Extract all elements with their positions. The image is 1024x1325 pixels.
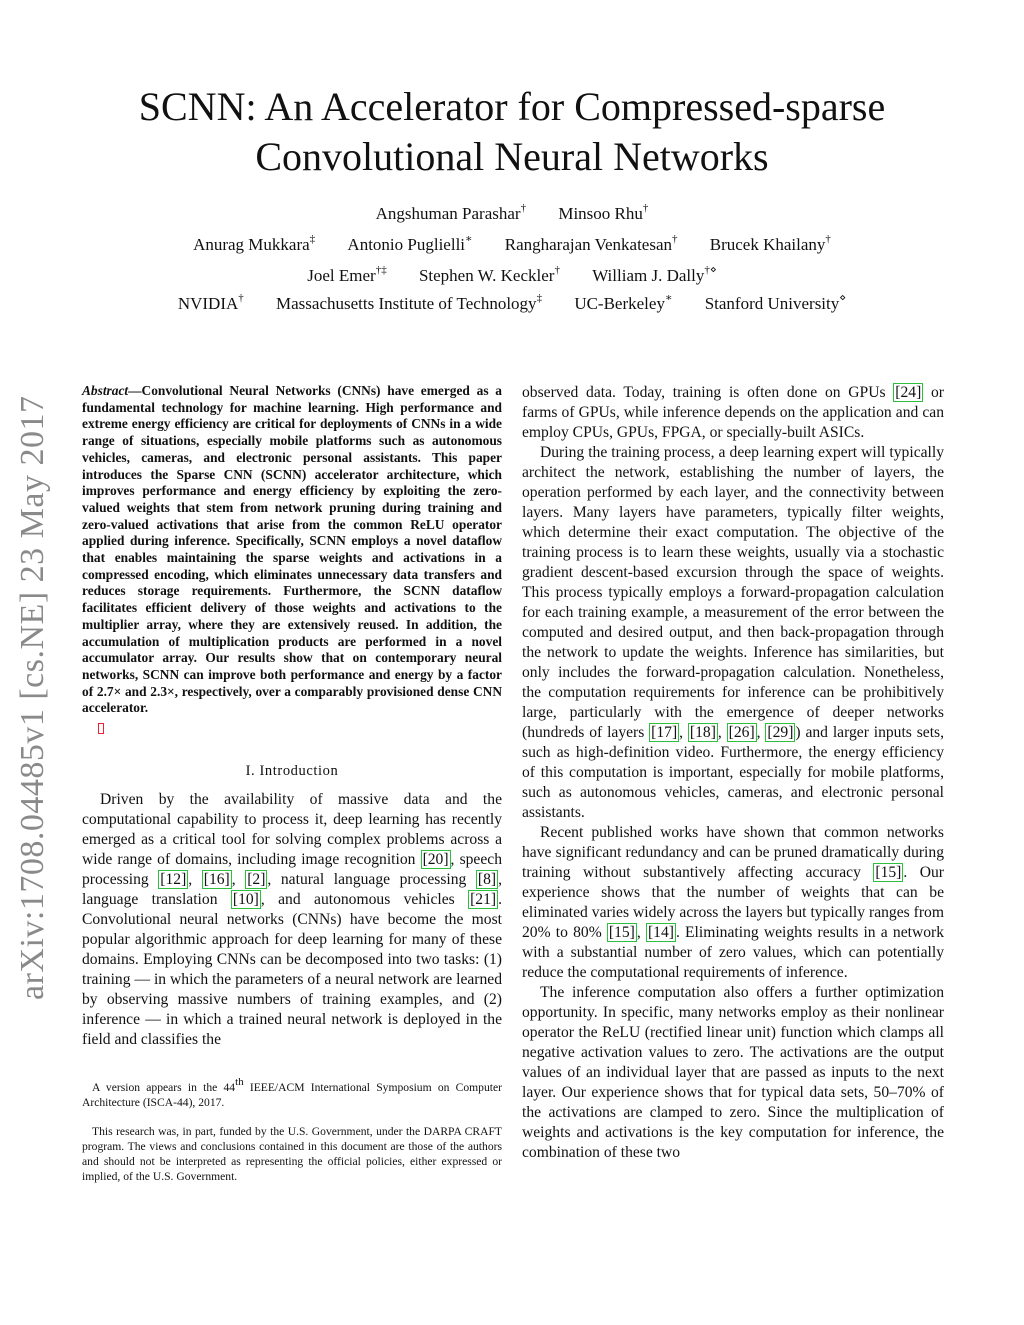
citation-link[interactable]: [17] — [651, 724, 678, 741]
footnote-funding: This research was, in part, funded by the U.S. Government, under the DARPA CRAFT program. The views and conclusions contained in this document are those of the authors and should not be interpreted as representing the official policies, either expressed or implied, of the U.S. Government. — [82, 1125, 502, 1183]
affiliations — [0, 290, 1024, 318]
title-line-2: Convolutional Neural Networks — [255, 134, 769, 179]
paper-title — [0, 82, 1024, 182]
author: William J. Dally†⋄ — [592, 264, 717, 285]
citation-link[interactable]: [29] — [767, 724, 794, 741]
intro-paragraph-1: Driven by the availability of massive data and the computational capability to process it, deep learning has recently emerged as a critical tool for solving complex problems across a wide range of domains, including image recognition [20] , speech processing [12] , [16] , [2] , natural language processing [8] , language translation [10] , and autonomous vehicles [21] . Convolutional neural networks (CNNs) have become the most popular algorithmic approach for deep learning for many of these domains. Employing CNNs can be decomposed into two tasks: (1) training — in which the parameters of a neural network are learned by observing massive numbers of training examples, and (2) inference — in which a trained neural network is deployed in the field and classifies the — [82, 791, 503, 1049]
citation-link[interactable]: [15] — [608, 924, 635, 941]
author: Anurag Mukkara‡ — [193, 233, 316, 254]
right-paragraph-2: During the training process, a deep learning expert will typically architect the network, establishing the number of layers, the operation performed by each layer, and the connectivity between layers. Many layers have parameters, typically filter weights, which determine their exact computation. The objective of the training process is to learn these weights, usually via a stochastic gradient descent-based excursion through the space of weights. This process typically employs a forward-propagation calculation for each training example, a measurement of the error between the computed and desired output, and then back-propagation through the network to update the weights. Inference has similarities, but only includes the forward-propagation calculation. Nonetheless, the computation requirements for inference can be prohibitively large, particularly with the emergence of deeper networks (hundreds of layers [17] , [18] , [26] , [29] ) and larger inputs sets, such as high-definition video. Furthermore, the energy efficiency of this computation is important, especially for mobile platforms, such as autonomous vehicles, cameras, and electronic personal assistants. — [522, 444, 945, 821]
right-paragraph-3: Recent published works have shown that common networks have significant redundancy and can be pruned dramatically during training without substantively affecting accuracy [15] . Our experience shows that the number of weights that can be eliminated varies widely across the layers but typically ranges from 20% to 80% [15] , [14] . Eliminating weights results in a network with a substantial number of zero values, which can potentially reduce the computational requirements of inference. — [522, 824, 944, 981]
footnotes — [82, 1076, 502, 1198]
right-column — [522, 383, 944, 1163]
annotation-marker — [98, 723, 104, 734]
author: Rangharajan Venkatesan† — [504, 233, 678, 254]
affiliation: Massachusetts Institute of Technology‡ — [276, 292, 543, 313]
citation-link[interactable]: [16] — [203, 871, 230, 889]
author-line-3 — [0, 260, 1024, 291]
citation-link[interactable]: [14] — [647, 924, 674, 941]
author-line-1 — [0, 198, 1024, 229]
right-paragraph-4: The inference computation also offers a further optimization opportunity. In specific, many networks employ as their nonlinear operator the ReLU (rectified linear unit) function which clamps all negative activation values to zero. The activations are the output values of an individual layer that are passed as inputs to the next layer. Our experience shows that for typical data sets, 50–70% of the activations are clamped to zero. Since the multiplication of weights and activations is the key computation for inference, the combination of these two — [522, 984, 944, 1161]
abstract-label: Abstract — [82, 383, 129, 398]
author: Antonio Puglielli∗ — [347, 233, 473, 254]
citation-link[interactable]: [12] — [160, 871, 187, 889]
citation-link[interactable]: [8] — [477, 871, 497, 889]
author: Angshuman Parashar† — [375, 202, 527, 223]
author-line-2 — [0, 229, 1024, 260]
abstract-text: Convolutional Neural Networks (CNNs) have emerged as a fundamental technology for machine learning. High performance and extreme energy efficiency are critical for deployments of CNNs in a wide range of situations, especially mobile platforms such as autonomous vehicles, cameras, and electronic personal assistants. This paper introduces the Sparse CNN (SCNN) accelerator architecture, which improves performance and energy efficiency by exploiting the zero-valued weights that stem from network pruning during training and zero-valued activations that arise from the common ReLU operator applied during inference. Specifically, SCNN employs a novel dataflow that enables maintaining the sparse weights and activations in a compressed encoding, which eliminates unnecessary data transfers and reduces storage requirements. Furthermore, the SCNN dataflow facilitates efficient delivery of those weights and activations to the multiplier array, where they are extensively reused. In addition, the accumulation of multiplication products are performed in a novel accumulator array. Our results show that on contemporary neural networks, SCNN can improve both performance and energy by a factor of 2.7× and 2.3×, respectively, over a comparably provisioned dense CNN accelerator. — [82, 383, 502, 716]
author: Stephen W. Keckler† — [418, 264, 560, 285]
citation-link[interactable]: [20] — [422, 851, 449, 869]
footnote-venue: A version appears in the 44th IEEE/ACM International Symposium on Computer Architecture (ISCA-44), 2017. — [82, 1076, 502, 1109]
affiliation: NVIDIA† — [177, 292, 244, 313]
left-column — [82, 383, 502, 1050]
citation-link[interactable]: [26] — [728, 724, 755, 741]
author: Brucek Khailany† — [709, 233, 831, 254]
citation-link[interactable]: [21] — [470, 891, 497, 909]
affiliation: Stanford University⋄ — [704, 292, 847, 313]
right-paragraph-1: observed data. Today, training is often done on GPUs [24] or farms of GPUs, while inference depends on the application and can employ CPUs, GPUs, FPGA, or specially-built ASICs. — [522, 384, 944, 441]
arxiv-identifier: arXiv:1708.04485v1 [cs.NE] 23 May 2017 — [14, 395, 51, 1000]
citation-link[interactable]: [24] — [895, 384, 922, 401]
section-heading-introduction: I. Introduction — [245, 763, 339, 780]
citation-link[interactable]: [18] — [689, 724, 716, 741]
author: Minsoo Rhu† — [558, 202, 649, 223]
author-list — [0, 198, 1024, 291]
author: Joel Emer†‡ — [307, 264, 387, 285]
title-line-1: SCNN: An Accelerator for Compressed-sparse — [138, 84, 886, 129]
abstract: Abstract—Convolutional Neural Networks (CNNs) have emerged as a fundamental technology for machine learning. High performance and extreme energy efficiency are critical for deployments of CNNs in a wide range of situations, especially mobile platforms such as autonomous vehicles, cameras, and electronic personal assistants. This paper introduces the Sparse CNN (SCNN) accelerator architecture, which improves performance and energy efficiency by exploiting the zero-valued weights that stem from network pruning during training and zero-valued activations that arise from the common ReLU operator applied during inference. Specifically, SCNN employs a novel dataflow that enables maintaining the sparse weights and activations in a compressed encoding, which eliminates unnecessary data transfers and reduces storage requirements. Furthermore, the SCNN dataflow facilitates efficient delivery of those weights and activations to the multiplier array, where they are extensively reused. In addition, the accumulation of multiplication products are performed in a novel accumulator array. Our results show that on contemporary neural networks, SCNN can improve both performance and energy by a factor of 2.7× and 2.3×, respectively, over a comparably provisioned dense CNN accelerator. — [82, 383, 502, 716]
affiliation: UC-Berkeley∗ — [574, 292, 673, 313]
citation-link[interactable]: [15] — [875, 864, 902, 881]
citation-link[interactable]: [2] — [247, 871, 266, 889]
citation-link[interactable]: [10] — [232, 891, 259, 909]
